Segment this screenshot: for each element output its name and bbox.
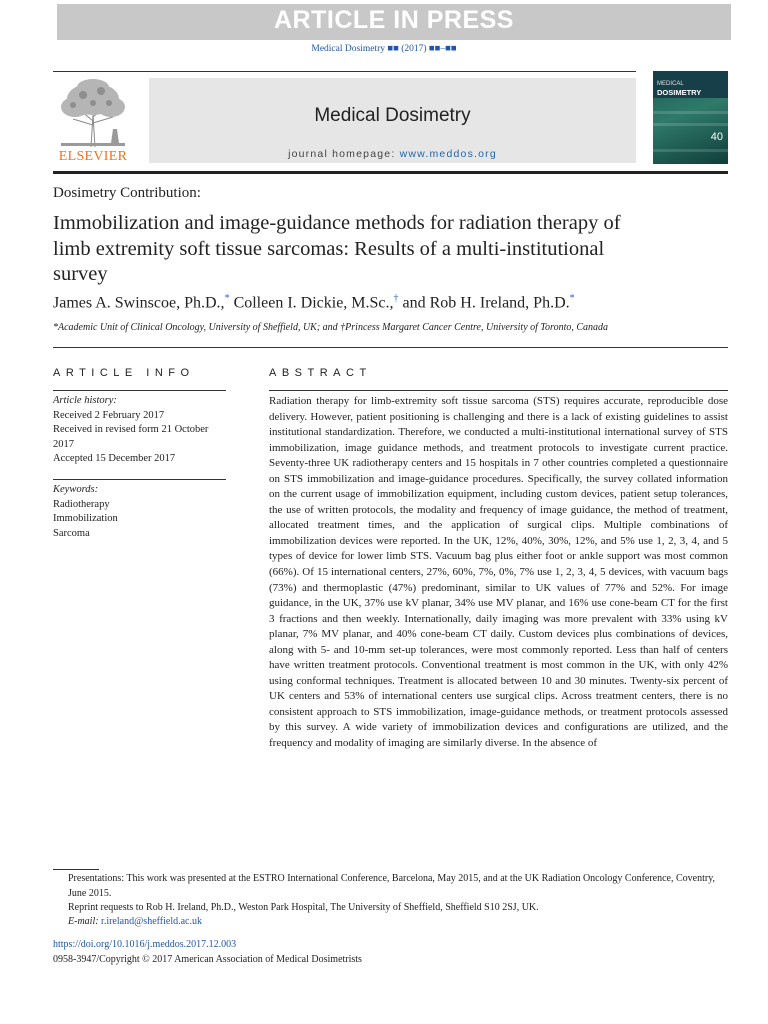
footnote-copyright — [53, 953, 728, 968]
presentations-text: Presentations: This work was presented at the ESTRO International Conference, Barcelona, May 2015, and at the UK Radiation Oncology Conference, Coventry, June 2015. — [68, 873, 716, 899]
keywords — [53, 483, 228, 541]
cover-title-line1: MEDICAL — [657, 81, 684, 87]
homepage-label: journal homepage: — [288, 148, 396, 160]
publisher-name: ELSEVIER — [58, 149, 128, 164]
email-link[interactable]: r.ireland@sheffield.ac.uk — [101, 916, 202, 927]
abstract-text: Radiation therapy for limb-extremity soft tissue sarcoma (STS) requires accurate, reproducible dose delivery. However, patient positioning is challenging and there is a lack of existing guidelines to assist institutional standardization. Therefore, we conducted a multi-institutional international survey of STS immobilization, image guidance methods, and treatment protocols to investigate current practice. Seventy-three UK radiotherapy centers and 15 hospitals in 7 other countries completed a questionnaire on STS immobilization and image-guidance procedures. Specifically, the survey collated information on the current usage of immobilization equipment, including custom devices, patient setup tolerances, the use of written protocols, the modality and frequency of image guidance, the method of treatment, allocated treatment times, and the application of surgical clips. Multiple combinations of immobilization devices were reported. In the UK, 12%, 40%, 30%, 12%, and 5% use 1, 2, 3, 4, and 5 types of device for lower limb STS. Vacuum bag plus either foot or ankle support was most common (66%). Of 15 international centers, 27%, 60%, 7%, 0%, 7% use 1, 2, 3, 4, 5 devices, with vacuum bags (73%) and thermoplastic (47%) predominant, similar to UK values of 77% and 52%. For image guidance, in the UK, 37% use kV planar, 34% use MV planar, and 16% use cone-beam CT for the first 3 fractions and then weekly. Internationally, daily imaging was more prevalent with 33% using kV planar, 7% MV planar, and 40% cone-beam CT daily. Custom devices plus combinations of devices, along with 5- and 10-mm set-up tolerances, were most commonly reported. Less than half of centers have written treatment protocols. Conventional treatment is most common in the UK, with only 42% using conformal techniques. Treatment is allocated between 10 and 30 minutes. Twenty-six percent of UK centers and 53% of international centers use surgical clips. Across treatment centers, there is no consistent approach to STS immobilization, image-guidance methods, or treatment protocols assessed by this survey. A wide variety of immobilization devices and configurations are utilized, and the frequency and modality of imaging are similarly diverse. In the absence of — [269, 395, 728, 750]
footnote-rule — [53, 869, 99, 870]
keyword-item[interactable]: Radiotherapy — [53, 498, 110, 510]
homepage-link[interactable]: www.meddos.org — [399, 148, 497, 160]
footnote-reprint — [53, 901, 728, 916]
article-in-press-banner: ARTICLE IN PRESS — [57, 4, 731, 40]
cover-title-line2: DOSIMETRY — [657, 88, 702, 97]
footnote-email — [53, 915, 728, 930]
journal-cover-thumbnail[interactable] — [653, 71, 728, 164]
cover-anniversary-number: 40 — [710, 131, 723, 143]
history-label: Article history: — [53, 395, 117, 406]
article-info-heading: ARTICLE INFO — [53, 367, 195, 379]
author-name[interactable]: and Rob H. Ireland, Ph.D. — [398, 294, 570, 312]
keywords-rule — [53, 479, 226, 480]
elsevier-logo — [53, 77, 133, 165]
abstract-rule — [269, 390, 728, 391]
keywords-label: Keywords: — [53, 484, 99, 495]
article-history — [53, 394, 228, 467]
author-name[interactable]: Colleen I. Dickie, M.Sc., — [229, 294, 394, 312]
affiliation-mark[interactable]: * — [224, 293, 230, 304]
author-name[interactable]: James A. Swinscoe, Ph.D., — [53, 294, 225, 312]
author-affiliations: *Academic Unit of Clinical Oncology, University of Sheffield, UK; and †Princess Margaret Cancer Centre, University of Toronto, Canada — [53, 322, 609, 333]
copyright-text: 0958-3947/Copyright © 2017 American Association of Medical Dosimetrists — [53, 954, 362, 965]
footnote-doi — [53, 938, 728, 953]
keyword-item[interactable]: Sarcoma — [53, 527, 90, 539]
abstract-heading: ABSTRACT — [269, 367, 372, 379]
reprint-text: Reprint requests to Rob H. Ireland, Ph.D., Weston Park Hospital, The University of Sheffield, Sheffield S10 2SJ, UK. — [68, 902, 539, 913]
article-title: Immobilization and image-guidance methods for radiation therapy of limb extremity soft tissue sarcomas: Results of a multi-institutional survey — [53, 212, 621, 285]
doi-link[interactable]: https://doi.org/10.1016/j.meddos.2017.12.003 — [53, 939, 237, 950]
affiliation-mark[interactable]: † — [393, 293, 399, 304]
history-received: Received 2 February 2017 — [53, 409, 165, 421]
cover-stripe — [653, 111, 728, 114]
journal-name: Medical Dosimetry — [314, 105, 471, 126]
history-accepted: Accepted 15 December 2017 — [53, 453, 176, 464]
keyword-item[interactable]: Immobilization — [53, 513, 118, 524]
history-revised: Received in revised form 21 October 2017 — [53, 424, 209, 450]
cover-stripe — [653, 123, 728, 126]
email-label: E-mail: — [68, 916, 99, 927]
info-rule — [53, 390, 226, 391]
journal-banner — [149, 78, 636, 163]
affiliation-mark[interactable]: * — [569, 293, 575, 304]
cover-stripe — [653, 149, 728, 152]
section-rule — [53, 347, 728, 348]
contribution-type: Dosimetry Contribution: — [53, 185, 201, 201]
footnote-presentations — [53, 872, 728, 901]
journal-citation-link[interactable]: Medical Dosimetry ■■ (2017) ■■–■■ — [311, 44, 457, 54]
masthead-rule — [53, 171, 728, 174]
elsevier-tree-icon — [53, 77, 133, 149]
journal-homepage — [149, 148, 636, 160]
header-rule — [53, 71, 636, 72]
author-list — [53, 293, 575, 312]
